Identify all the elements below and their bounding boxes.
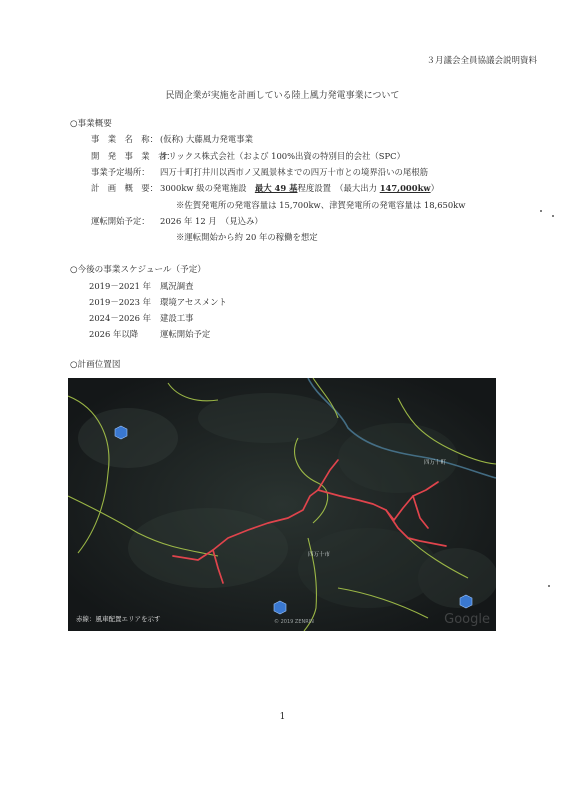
map-label-city: 四万十市 xyxy=(308,552,331,558)
plan-text-5: ） xyxy=(430,183,439,193)
overview-value-name: (仮称) 大藤風力発電事業 xyxy=(160,134,253,144)
schedule-task: 運転開始予定 xyxy=(160,329,211,339)
scan-speck xyxy=(552,215,554,217)
map-credit: © 2019 ZENRIN xyxy=(274,619,314,625)
scan-speck xyxy=(548,585,550,587)
plan-max-units: 最大 49 基 xyxy=(254,183,298,193)
overview-value-developer: オリックス株式会社（および 100%出資の特別目的会社（SPC） xyxy=(160,151,405,161)
start-note: ※運転開始から約 20 年の稼働を想定 xyxy=(176,232,318,242)
page-number: 1 xyxy=(279,712,286,722)
scan-speck xyxy=(540,210,542,212)
overview-heading: ○事業概要 xyxy=(70,119,112,129)
document-label: ３月議会全員協議会説明資料 xyxy=(426,56,537,66)
document-title: 民間企業が実施を計画している陸上風力発電事業について xyxy=(165,91,400,101)
overview-label-developer: 開 発 事 業 者： xyxy=(91,151,175,161)
schedule-task: 環境アセスメント xyxy=(160,297,227,307)
plan-max-output: 147,000kw xyxy=(379,183,431,193)
location-map xyxy=(68,378,496,631)
schedule-heading: ○今後の事業スケジュール（予定） xyxy=(70,265,206,275)
map-caption: 赤線：風車配置エリアを示す xyxy=(76,615,161,623)
plan-text-1: 3000kw 級の発電施設 xyxy=(160,183,255,193)
map-graphic xyxy=(68,378,496,631)
overview-label-plan: 計 画 概 要： xyxy=(91,183,158,193)
overview-label-location: 事業予定場所： xyxy=(91,167,150,177)
map-heading: ○計画位置図 xyxy=(70,360,121,370)
schedule-period: 2024－2026 年 xyxy=(89,313,152,323)
schedule-period: 2026 年以降 xyxy=(89,329,139,339)
overview-value-location: 四万十町打井川以西市ノ又風景林までの四万十市との境界沿いの尾根筋 xyxy=(160,167,428,177)
plan-text-3: 程度設置 （最大出力 xyxy=(297,183,380,193)
schedule-period: 2019－2023 年 xyxy=(89,297,152,307)
map-label-town: 四万十町 xyxy=(424,460,447,466)
plan-note: ※佐賀発電所の発電容量は 15,700kw、津賀発電所の発電容量は 18,650kw xyxy=(176,200,466,210)
overview-value-plan xyxy=(160,183,439,194)
schedule-task: 風況調査 xyxy=(160,281,194,291)
overview-value-start: 2026 年 12 月 （見込み） xyxy=(160,216,263,226)
overview-label-start: 運転開始予定： xyxy=(91,216,150,226)
schedule-task: 建設工事 xyxy=(160,313,194,323)
schedule-period: 2019－2021 年 xyxy=(89,281,152,291)
overview-label-name: 事 業 名 称： xyxy=(91,134,158,144)
map-watermark: Google xyxy=(444,612,490,627)
